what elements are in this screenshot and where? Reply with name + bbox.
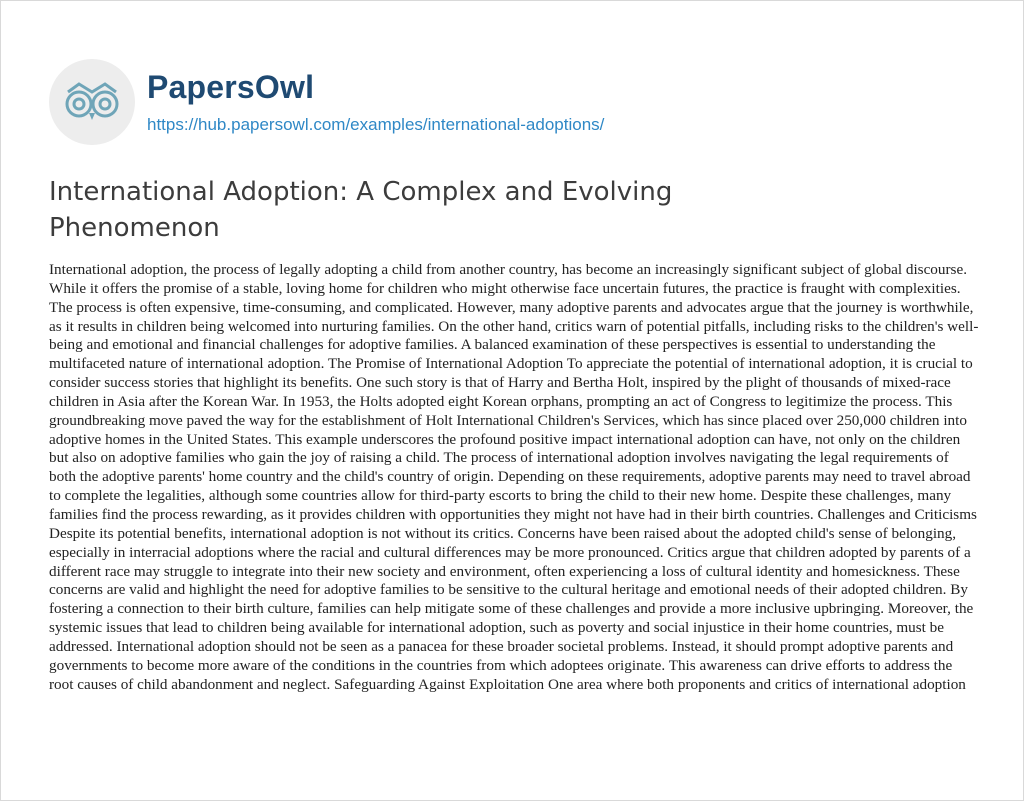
owl-icon: [60, 80, 124, 124]
brand-name[interactable]: PapersOwl: [147, 69, 315, 105]
brand-block: [147, 69, 604, 135]
site-logo[interactable]: [49, 59, 135, 145]
article-title: International Adoption: A Complex and Evolving Phenomenon: [49, 177, 673, 243]
source-url-link[interactable]: https://hub.papersowl.com/examples/international-adoptions/: [147, 115, 605, 134]
article-body: International adoption, the process of legally adopting a child from another country, has become an increasingly significant subject of global discourse. While it offers the promise of a stable, loving home for children who might otherwise face uncertain futures, the practice is fraught with complexities. The process is often expensive, time-consuming, and complicated. However, many adoptive parents and advocates argue that the journey is worthwhile, as it results in children being welcomed into nurturing families. On the other hand, critics warn of potential pitfalls, including risks to the children's well-being and emotional and financial challenges for adoptive families. A balanced examination of these perspectives is essential to understanding the multifaceted nature of international adoption. The Promise of International Adoption To appreciate the potential of international adoption, it is crucial to consider success stories that highlight its benefits. One such story is that of Harry and Bertha Holt, inspired by the plight of thousands of mixed-race children in Asia after the Korean War. In 1953, the Holts adopted eight Korean orphans, prompting an act of Congress to legitimize the process. This groundbreaking move paved the way for the establishment of Holt International Children's Services, which has since placed over 250,000 children into adoptive homes in the United States. This example underscores the profound positive impact international adoption can have, not only on the children but also on adoptive families who gain the joy of raising a child. The process of international adoption involves navigating the legal requirements of both the adoptive parents' home country and the child's country of origin. Depending on these requirements, adoptive parents may need to travel abroad to complete the legalities, although some countries allow for third-party escorts to bring the child to their new home. Despite these challenges, many families find the process rewarding, as it provides children with opportunities they might not have had in their birth countries. Challenges and Criticisms Despite its potential benefits, international adoption is not without its critics. Concerns have been raised about the adopted child's sense of belonging, especially in interracial adoptions where the racial and cultural differences may be more pronounced. Critics argue that children adopted by parents of a different race may struggle to integrate into their new society and environment, often experiencing a loss of cultural identity and homesickness. These concerns are valid and highlight the need for adoptive families to be sensitive to the cultural heritage and emotional needs of their adopted children. By fostering a connection to their birth culture, families can help mitigate some of these challenges and provide a more inclusive upbringing. Moreover, the systemic issues that lead to children being available for international adoption, such as poverty and social injustice in their home countries, must be addressed. International adoption should not be seen as a panacea for these broader societal problems. Instead, it should prompt adoptive parents and governments to become more aware of the conditions in the countries from which adoptees originate. This awareness can drive efforts to address the root causes of child abandonment and neglect. Safeguarding Against Exploitation One area where both proponents and critics of international adoption: [49, 261, 979, 693]
site-header: [49, 59, 604, 145]
